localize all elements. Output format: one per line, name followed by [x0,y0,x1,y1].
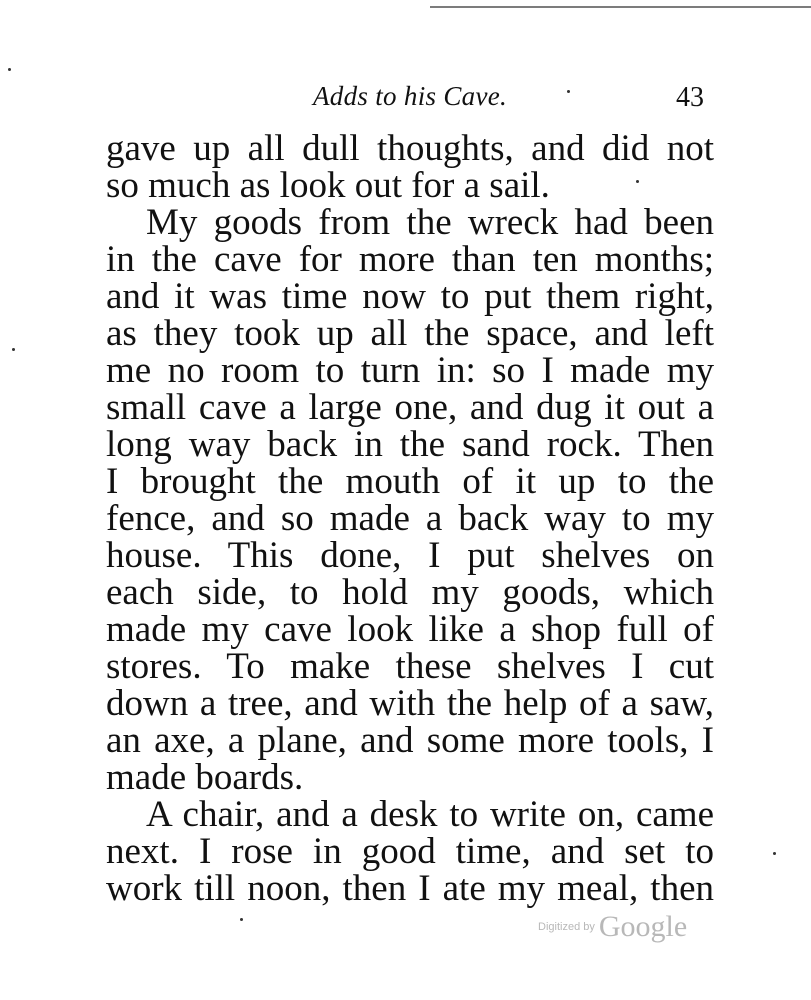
body-text [106,130,714,907]
ink-speck [567,90,570,93]
text-line: A chair, and a desk to write on, came [146,794,714,835]
watermark-brand: Google [598,910,688,943]
text-line: My goods from the wreck had been [146,202,714,243]
text-line: work till noon, then I ate my meal, then [106,868,714,909]
ink-speck [773,852,776,855]
text-line: and it was time now to put them right, [106,276,714,317]
text-line: an axe, a plane, and some more tools, I [106,720,714,761]
page-number: 43 [676,82,704,113]
ink-speck [12,348,15,351]
text-line: I brought the mouth of it up to the [106,461,714,502]
digitized-watermark [538,910,687,944]
text-line: down a tree, and with the help of a saw, [106,683,714,724]
text-line: in the cave for more than ten months; [106,239,714,280]
text-line: gave up all dull thoughts, and did not [106,128,714,169]
text-line: next. I rose in good time, and set to [106,831,714,872]
ink-speck [240,918,243,921]
top-rule [430,0,811,8]
running-title: Adds to his Cave. [313,81,508,111]
text-line: so much as look out for a sail. [106,165,550,206]
text-line: fence, and so made a back way to my [106,498,714,539]
page-header [0,76,811,116]
text-line: made boards. [106,757,304,798]
ink-speck [636,180,639,183]
ink-speck [8,68,11,71]
text-line: stores. To make these shelves I cut [106,646,714,687]
text-line: long way back in the sand rock. Then [106,424,714,465]
text-line: me no room to turn in: so I made my [106,350,714,391]
text-line: made my cave look like a shop full of [106,609,714,650]
text-line: house. This done, I put shelves on [106,535,714,576]
text-line: small cave a large one, and dug it out a [106,387,714,428]
watermark-prefix: Digitized by [538,921,595,933]
text-line: each side, to hold my goods, which [106,572,714,613]
text-line: as they took up all the space, and left [106,313,714,354]
